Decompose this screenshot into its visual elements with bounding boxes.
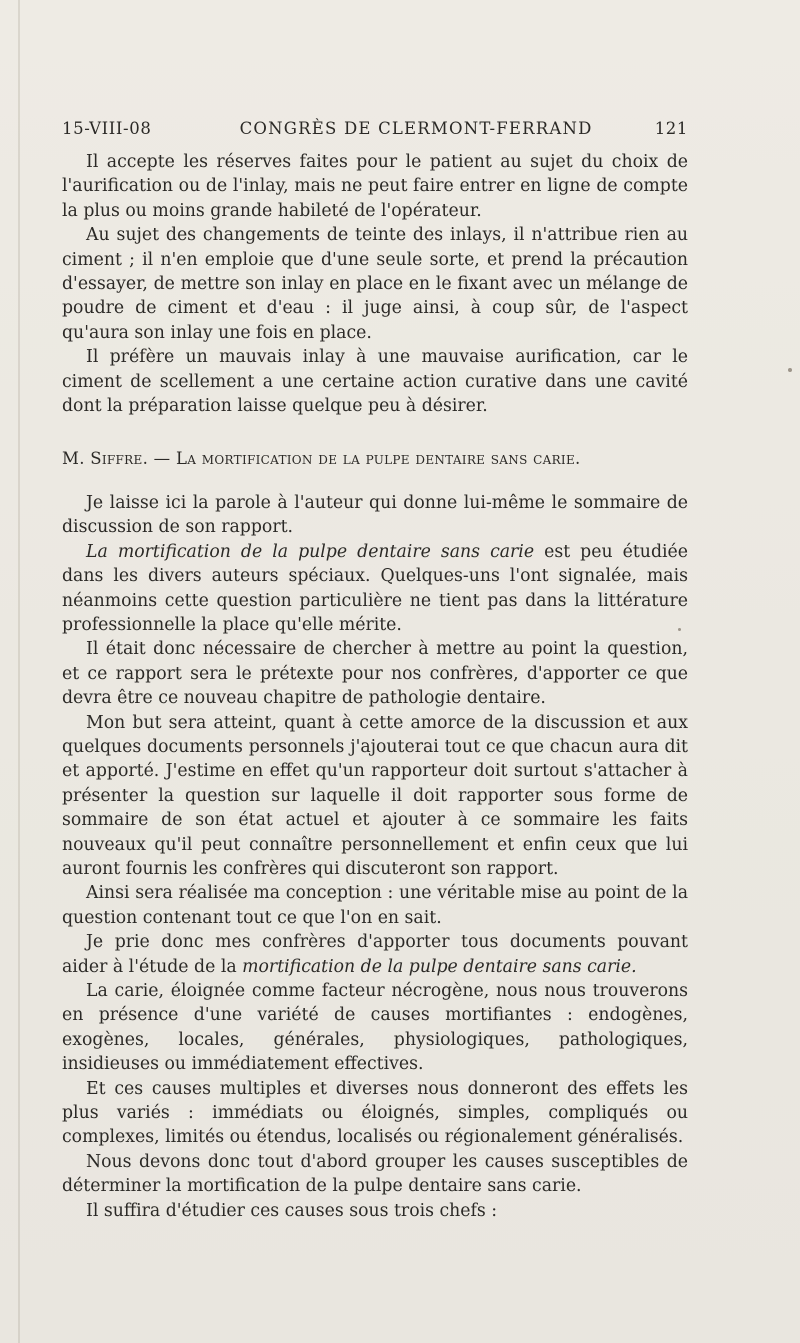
paragraph <box>62 930 688 979</box>
paragraph: Mon but sera atteint, quant à cette amorce de la discussion et aux quelques documents personnels j'ajouterai tout ce que chacun aura dit et apporté. J'estime en effet qu'un rapporteur doit surtout s'attacher à présenter la question sur laquelle il doit rapporter sous forme de sommaire de son état actuel et ajouter à ce sommaire les faits nouveaux qu'il peut connaître personnellement et enfin ceux que lui auront fournis les confrères qui discuteront son rapport. <box>62 712 688 879</box>
section-author: M. Siffre. <box>62 449 149 469</box>
paragraph: Je laisse ici la parole à l'auteur qui donne lui-même le sommaire de discussion de son rapport. <box>62 492 688 538</box>
paragraph: Il était donc nécessaire de chercher à mettre au point la question, et ce rapport sera le prétexte pour nos confrères, d'apporter ce que devra être ce nouveau chapitre de pathologie dentaire. <box>62 639 688 709</box>
section-heading <box>62 447 688 471</box>
page-text-block <box>62 116 688 1223</box>
section-title: La mortification de la pulpe dentaire sans carie. <box>176 449 581 469</box>
paragraph: Et ces causes multiples et diverses nous donneront des effets les plus variés : immédiats ou éloignés, simples, compliqués ou complexes, limités ou étendus, localisés ou régionalement généralisés. <box>62 1078 688 1148</box>
paragraph-text: Je prie donc mes confrères d'apporter tous documents pouvant aider à l'étude de la <box>62 932 688 977</box>
paragraph: Il accepte les réserves faites pour le patient au sujet du choix de l'aurification ou de l'inlay, mais ne peut faire entrer en ligne de compte la plus ou moins grande habileté de l'opérateur. <box>62 152 688 221</box>
paragraph: Ainsi sera réalisée ma conception : une véritable mise au point de la question contenant tout ce que l'on en sait. <box>62 883 688 928</box>
italic-title: La mortification de la pulpe dentaire sans carie <box>86 541 535 562</box>
paragraph: Il suffira d'étudier ces causes sous trois chefs : <box>86 1200 498 1221</box>
paragraph: Il préfère un mauvais inlay à une mauvaise aurification, car le ciment de scellement a une certaine action curative dans une cavité dont la préparation laisse quelque peu à désirer. <box>62 347 688 417</box>
page-number: 121 <box>654 119 688 138</box>
paragraph <box>62 540 688 638</box>
paper-speck <box>678 628 681 631</box>
paragraph-text: est peu étudiée dans les divers auteurs spéciaux. Quelques-uns l'ont signalée, mais néanmoins cette question particulière ne tient pas dans la littérature professionnelle la place qu'elle mérite. <box>62 541 688 635</box>
paragraph: Au sujet des changements de teinte des inlays, il n'attribue rien au ciment ; il n'en emploie que d'une seule sorte, et prend la précaution d'essayer, de mettre son inlay en place en le fixant avec un mélange de poudre de ciment et d'eau : il juge ainsi, à coup sûr, de l'aspect qu'aura son inlay une fois en place. <box>62 225 688 343</box>
header-date: 15-VIII-08 <box>62 119 152 138</box>
paragraph: Nous devons donc tout d'abord grouper les causes susceptibles de déterminer la mortification de la pulpe dentaire sans carie. <box>62 1151 688 1197</box>
italic-title: mortification de la pulpe dentaire sans carie. <box>242 956 637 977</box>
running-header <box>62 116 688 142</box>
header-title: CONGRÈS DE CLERMONT-FERRAND <box>239 119 593 138</box>
paragraph: La carie, éloignée comme facteur nécrogène, nous nous trouverons en présence d'une variété de causes mortifiantes : endogènes, exogènes, locales, générales, physiologiques, pathologiques, insidieuses ou immédiatement effectives. <box>62 981 688 1075</box>
paper-speck <box>788 368 792 372</box>
section-dash: — <box>153 449 171 469</box>
